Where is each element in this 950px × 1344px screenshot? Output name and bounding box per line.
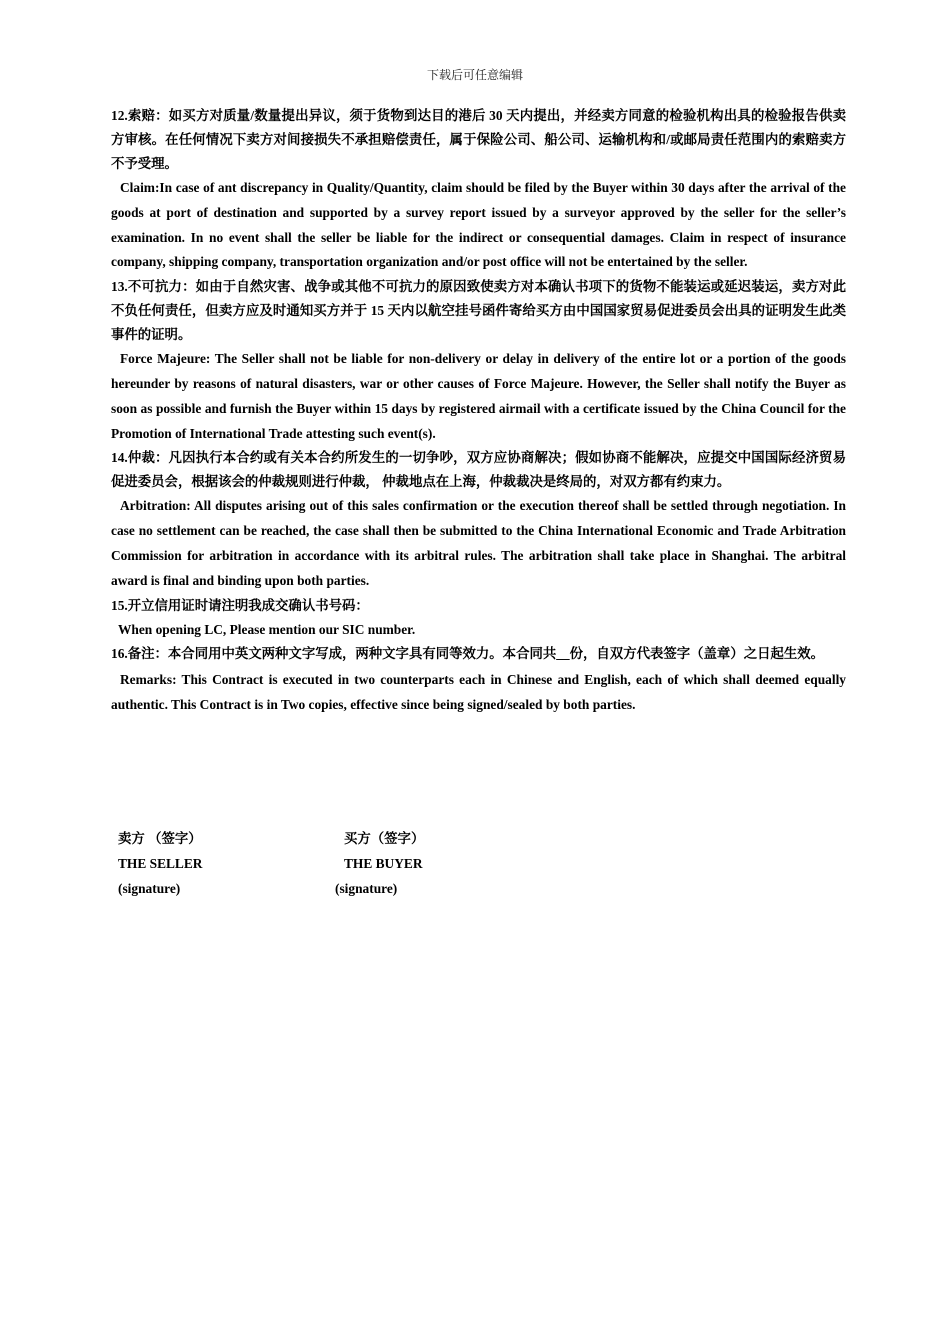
clause-14-english: Arbitration: All disputes arising out of this sales confirmation or the execution thereof shall be settled through negotiation. In case no settlement can be reached, the case shall then be submitted to the China International Economic and Trade Arbitration Commission for arbitration in accordance with its arbitral rules. The arbitration shall take place in Shanghai. The arbitral award is final and binding upon both parties.: [111, 498, 846, 588]
clause-12-chinese: 12.索赔：如买方对质量/数量提出异议，须于货物到达目的港后 30 天内提出，并经卖方同意的检验机构出具的检验报告供卖方审核。在任何情况下卖方对间接损失不承担赔偿责任，属于保险公司、船公司、运输机构和/或邮局责任范围内的索赔卖方不予受理。: [111, 108, 846, 171]
page-header-note: 下载后可任意编辑: [426, 68, 523, 82]
clause-13-english: Force Majeure: The Seller shall not be liable for non-delivery or delay in delivery of the entire lot or a portion of the goods hereunder by reasons of natural disasters, war or other causes of Force Majeure. However, the Seller shall notify the Buyer as soon as possible and furnish the Buyer within 15 days by registered airmail with a certificate issued by the China Council for the Promotion of International Trade attesting such event(s).: [111, 351, 846, 441]
clause-15-chinese: 15.开立信用证时请注明我成交确认书号码：: [111, 597, 369, 613]
seller-signature-line: (signature): [118, 881, 181, 896]
seller-label-chinese: 卖方 （签字）: [118, 831, 202, 846]
clause-12-english: Claim:In case of ant discrepancy in Quality/Quantity, claim should be filed by the Buyer within 30 days after the arrival of the goods at port of destination and supported by a survey report issued by a surveyor approved by the seller for the seller’s examination. In no event shall the seller be liable for the indirect or consequential damages. Claim in respect of insurance company, shipping company, transportation organization and/or post office will not be entertained by the seller.: [111, 180, 846, 270]
clause-16-chinese: 16.备注：本合同用中英文两种文字写成，两种文字具有同等效力。本合同共__份，自双方代表签字（盖章）之日起生效。: [111, 646, 825, 662]
clause-15-english: When opening LC, Please mention our SIC number.: [118, 621, 416, 637]
seller-label-english: THE SELLER: [118, 856, 203, 871]
clause-13-chinese: 13.不可抗力：如由于自然灾害、战争或其他不可抗力的原因致使卖方对本确认书项下的货物不能装运或延迟装运，卖方对此不负任何责任，但卖方应及时通知买方并于 15 天内以航空挂号函件寄给买方由中国国家贸易促进委员会出具的证明发生此类事件的证明。: [111, 279, 846, 343]
buyer-signature-line: (signature): [335, 881, 398, 896]
clause-14-chinese: 14.仲裁：凡因执行本合约或有关本合约所发生的一切争吵，双方应协商解决；假如协商不能解决，应提交中国国际经济贸易促进委员会，根据该会的仲裁规则进行仲裁， 仲裁地点在上海，仲裁裁决是终局的，对双方都有约束力。: [111, 450, 846, 490]
contract-clauses: [111, 104, 846, 718]
buyer-label-chinese: 买方（签字）: [344, 831, 425, 846]
clause-16-english: Remarks: This Contract is executed in two counterparts each in Chinese and English, each of which shall deemed equally authentic. This Contract is in Two copies, effective since being signed/sealed by both parties.: [111, 672, 846, 713]
buyer-label-english: THE BUYER: [344, 856, 423, 871]
